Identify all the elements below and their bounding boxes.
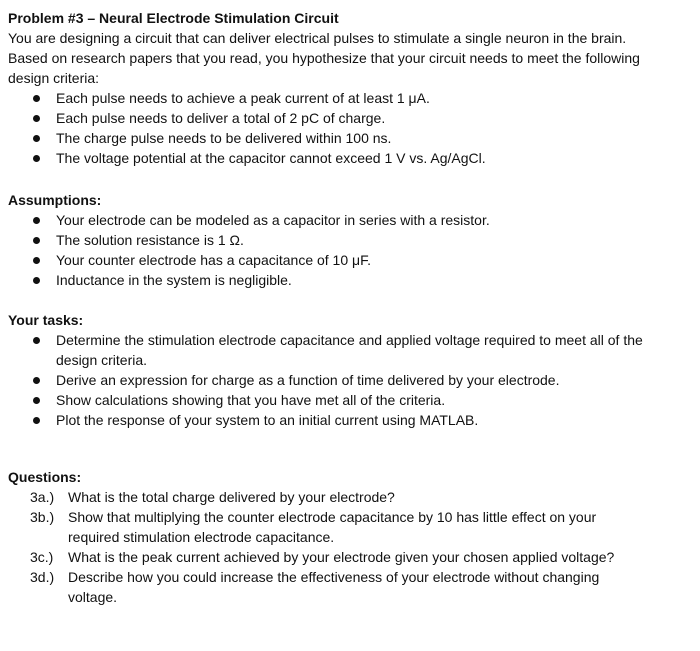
question-text: Show that multiplying the counter electrode capacitance by 10 has little effect on your required stimulation electrode capacitance. [68, 509, 597, 545]
bullet-icon [33, 337, 40, 344]
list-item [33, 410, 646, 430]
bullet-icon [33, 217, 40, 224]
question-text: What is the peak current achieved by your electrode given your chosen applied voltage? [68, 549, 615, 565]
question-text: Describe how you could increase the effectiveness of your electrode without changing voltage. [68, 569, 600, 605]
bullet-icon [33, 257, 40, 264]
list-item [33, 108, 692, 128]
bullet-icon [33, 397, 40, 404]
list-item [33, 230, 692, 250]
list-item [33, 370, 646, 390]
question-number: 3a.) [30, 489, 55, 505]
question-item [30, 547, 692, 567]
problem-intro: You are designing a circuit that can deliver electrical pulses to stimulate a single neuron in the brain. Based on research papers that you read, you hypothesize that your circuit needs to meet the following design criteria: [8, 30, 640, 86]
question-number: 3d.) [30, 569, 55, 585]
list-item [33, 210, 692, 230]
question-item [30, 507, 692, 547]
task-text: Show calculations showing that you have met all of the criteria. [56, 392, 446, 408]
tasks-list [8, 330, 692, 430]
assumptions-list [8, 210, 692, 290]
bullet-icon [33, 277, 40, 284]
question-number: 3b.) [30, 509, 55, 525]
design-criteria-list [8, 88, 692, 168]
criteria-text: The voltage potential at the capacitor cannot exceed 1 V vs. Ag/AgCl. [56, 150, 486, 166]
questions-heading: Questions: [8, 469, 82, 485]
bullet-icon [33, 417, 40, 424]
list-item [33, 88, 692, 108]
task-text: Determine the stimulation electrode capacitance and applied voltage required to meet all of the design criteria. [56, 332, 643, 368]
tasks-heading: Your tasks: [8, 312, 84, 328]
assumption-text: The solution resistance is 1 Ω. [56, 232, 244, 248]
question-item [30, 487, 692, 507]
criteria-text: The charge pulse needs to be delivered within 100 ns. [56, 130, 392, 146]
bullet-icon [33, 115, 40, 122]
question-item [30, 567, 692, 607]
list-item [33, 148, 692, 168]
assumption-text: Inductance in the system is negligible. [56, 272, 292, 288]
assumptions-heading: Assumptions: [8, 192, 102, 208]
bullet-icon [33, 135, 40, 142]
list-item [33, 270, 692, 290]
problem-title: Problem #3 – Neural Electrode Stimulation Circuit [8, 10, 339, 26]
bullet-icon [33, 377, 40, 384]
bullet-icon [33, 95, 40, 102]
criteria-text: Each pulse needs to achieve a peak current of at least 1 μA. [56, 90, 430, 106]
list-item [33, 330, 646, 370]
list-item [33, 390, 646, 410]
assumption-text: Your counter electrode has a capacitance of 10 μF. [56, 252, 371, 268]
assumption-text: Your electrode can be modeled as a capacitor in series with a resistor. [56, 212, 490, 228]
criteria-text: Each pulse needs to deliver a total of 2 pC of charge. [56, 110, 386, 126]
task-text: Derive an expression for charge as a function of time delivered by your electrode. [56, 372, 560, 388]
question-number: 3c.) [30, 549, 54, 565]
list-item [33, 128, 692, 148]
questions-list [8, 487, 692, 607]
task-text: Plot the response of your system to an initial current using MATLAB. [56, 412, 479, 428]
bullet-icon [33, 155, 40, 162]
bullet-icon [33, 237, 40, 244]
list-item [33, 250, 692, 270]
question-text: What is the total charge delivered by your electrode? [68, 489, 395, 505]
